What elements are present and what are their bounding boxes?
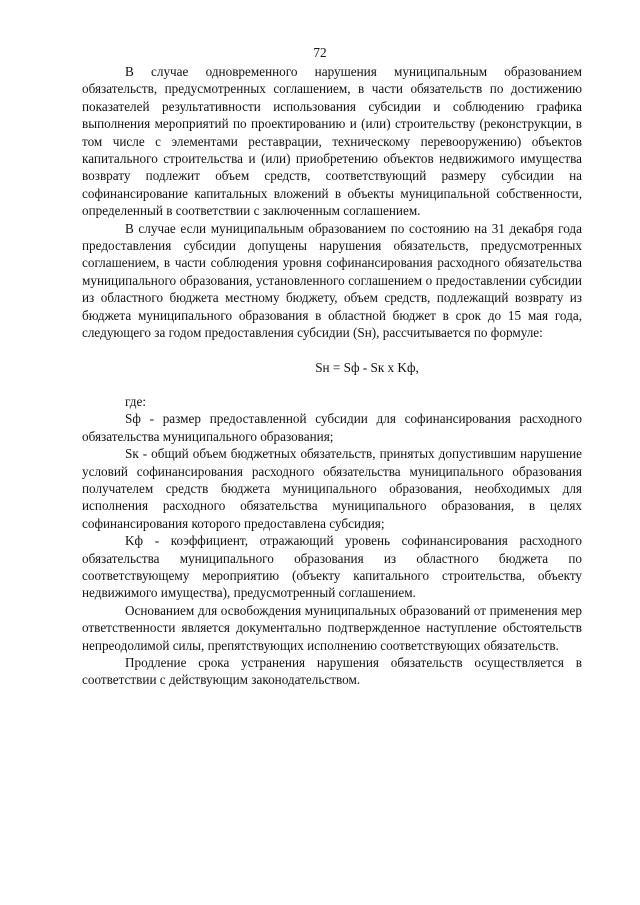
paragraph-exemption-basis: Основанием для освобождения муниципальных образований от применения мер ответственности является документально подтвержденное наступление обстоятельств непреодолимой силы, препятствующих исполнению соответствующих обязательств. bbox=[82, 602, 582, 653]
definition-sk: Sк - общий объем бюджетных обязательств, принятых допустившим нарушение условий софинансирования расходного обязательства муниципального образования получателем средств бюджета муниципального образования, необходимых для исполнения расходного обязательства муниципального образования, в целях софинансирования которого предоставлена субсидия; bbox=[82, 446, 582, 531]
definition-sf: Sф - размер предоставленной субсидии для софинансирования расходного обязательства муниципального образования; bbox=[82, 411, 582, 444]
formula-where-label: где: bbox=[125, 393, 146, 409]
paragraph-deadline-extension: Продление срока устранения нарушения обязательств осуществляется в соответствии с действующим законодательством. bbox=[82, 655, 582, 688]
definition-kf: Kф - коэффициент, отражающий уровень софинансирования расходного обязательства муниципального образования из областного бюджета по соответствующему мероприятию (объекту капитального строительства, объекту недвижимого имущества), предусмотренный соглашением. bbox=[82, 533, 582, 601]
page-number: 72 bbox=[313, 45, 327, 60]
refund-formula: Sн = Sф - Sк x Kф, bbox=[315, 359, 419, 375]
paragraph-cofinancing-violation: В случае если муниципальным образованием по состоянию на 31 декабря года предоставления субсидии допущены нарушения обязательств, предусмотренных соглашением, в части соблюдения уровня софинансирования расходного обязательства муниципального образования, установленного соглашением о предоставлении субсидии из областного бюджета местному бюджету, объем средств, подлежащий возврату из бюджета муниципального образования в областной бюджет в срок до 15 мая года, следующего за годом предоставления субсидии (Sн), рассчитывается по формуле: bbox=[82, 220, 582, 341]
body-text bbox=[82, 63, 582, 689]
paragraph-simultaneous-violation: В случае одновременного нарушения муниципальным образованием обязательств, предусмотренных соглашением, в части обязательств по достижению показателей результативности использования субсидии и соблюдению графика выполнения мероприятий по проектированию и (или) строительству (реконструкции, в том числе с элементами реставрации, техническому перевооружению) объектов капитального строительства и (или) приобретению объектов недвижимого имущества возврату подлежит объем средств, соответствующий размеру субсидии на софинансирование капитальных вложений в объекты муниципальной собственности, определенный в соответствии с заключенным соглашением. bbox=[82, 64, 582, 219]
